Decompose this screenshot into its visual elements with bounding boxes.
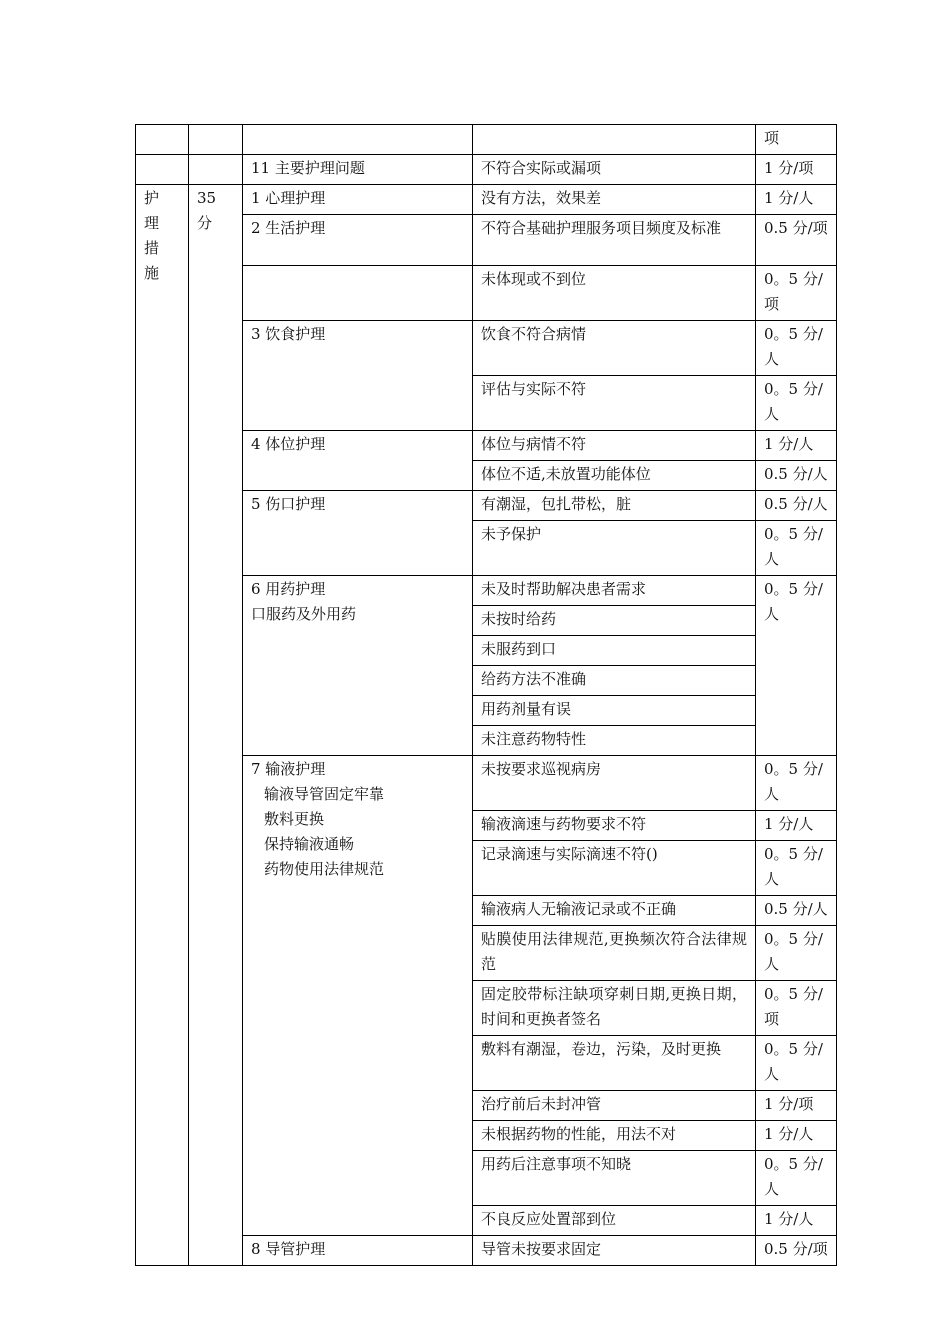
item-cell: 2 生活护理 — [243, 215, 473, 266]
deduction-cell: 0。5 分/项 — [756, 266, 837, 321]
deduction-cell: 0。5 分/人 — [756, 1036, 837, 1091]
deduction-cell: 1 分/人 — [756, 811, 837, 841]
criterion-cell: 固定胶带标注缺项穿刺日期,更换日期，时间和更换者签名 — [473, 981, 756, 1036]
criterion-cell: 未注意药物特性 — [473, 726, 756, 756]
criterion-cell-empty — [473, 125, 756, 155]
criterion-cell: 导管未按要求固定 — [473, 1236, 756, 1266]
item-subtitle: 药物使用法律规范 — [264, 860, 385, 878]
item-cell: 3 饮食护理 — [243, 321, 473, 431]
deduction-cell: 1 分/人 — [756, 1206, 837, 1236]
deduction-cell: 1 分/人 — [756, 1121, 837, 1151]
criterion-cell: 未服药到口 — [473, 636, 756, 666]
item-cell: 4 体位护理 — [243, 431, 473, 491]
deduction-cell: 0。5 分/人 — [756, 576, 837, 756]
item-cell: 8 导管护理 — [243, 1236, 473, 1266]
criterion-cell: 输液病人无输液记录或不正确 — [473, 896, 756, 926]
deduction-cell: 项 — [756, 125, 837, 155]
criterion-cell: 评估与实际不符 — [473, 376, 756, 431]
score-cell-empty — [189, 125, 243, 155]
criterion-cell: 不良反应处置部到位 — [473, 1206, 756, 1236]
section-name-cell — [136, 185, 189, 1266]
deduction-cell: 0.5 分/人 — [756, 491, 837, 521]
criterion-cell: 输液滴速与药物要求不符 — [473, 811, 756, 841]
criterion-cell: 给药方法不准确 — [473, 666, 756, 696]
deduction-cell: 1 分/项 — [756, 1091, 837, 1121]
nursing-evaluation-table — [135, 124, 837, 1266]
section-cell-empty — [136, 155, 189, 185]
item-cell: 11 主要护理问题 — [243, 155, 473, 185]
item-subtitle: 输液导管固定牢靠 — [264, 785, 385, 803]
criterion-cell: 体位与病情不符 — [473, 431, 756, 461]
table-row — [136, 125, 837, 155]
table-row — [136, 185, 837, 215]
criterion-cell: 未体现或不到位 — [473, 266, 756, 321]
criterion-cell: 贴膜使用法律规范,更换频次符合法律规范 — [473, 926, 756, 981]
deduction-cell: 0。5 分/人 — [756, 926, 837, 981]
section-cell-empty — [136, 125, 189, 155]
item-subtitle: 敷料更换 — [264, 810, 325, 828]
item-cell: 5 伤口护理 — [243, 491, 473, 576]
deduction-cell: 0.5 分/项 — [756, 1236, 837, 1266]
deduction-cell: 0。5 分/项 — [756, 981, 837, 1036]
criterion-cell: 不符合基础护理服务项目频度及标准 — [473, 215, 756, 266]
item-subtitle: 保持输液通畅 — [264, 835, 355, 853]
criterion-cell: 敷料有潮湿，卷边，污染，及时更换 — [473, 1036, 756, 1091]
criterion-cell: 用药剂量有误 — [473, 696, 756, 726]
table-row — [136, 155, 837, 185]
item-title: 6 用药护理 — [251, 580, 326, 598]
criterion-cell: 未及时帮助解决患者需求 — [473, 576, 756, 606]
item-cell: 1 心理护理 — [243, 185, 473, 215]
criterion-cell: 不符合实际或漏项 — [473, 155, 756, 185]
deduction-cell: 1 分/项 — [756, 155, 837, 185]
item-cell-empty — [243, 266, 473, 321]
criterion-cell: 用药后注意事项不知晓 — [473, 1151, 756, 1206]
item-cell — [243, 756, 473, 1236]
section-score-cell — [189, 185, 243, 1266]
criterion-cell: 未根据药物的性能，用法不对 — [473, 1121, 756, 1151]
criterion-cell: 治疗前后未封冲管 — [473, 1091, 756, 1121]
deduction-cell: 1 分/人 — [756, 431, 837, 461]
item-cell — [243, 576, 473, 756]
deduction-cell: 0.5 分/人 — [756, 896, 837, 926]
deduction-cell: 0。5 分/人 — [756, 841, 837, 896]
criterion-cell: 有潮湿，包扎带松，脏 — [473, 491, 756, 521]
deduction-cell: 0.5 分/人 — [756, 461, 837, 491]
criterion-cell: 饮食不符合病情 — [473, 321, 756, 376]
criterion-cell: 体位不适,未放置功能体位 — [473, 461, 756, 491]
section-name: 护理措施 — [144, 189, 160, 282]
deduction-cell: 0。5 分/人 — [756, 521, 837, 576]
deduction-cell: 0。5 分/人 — [756, 756, 837, 811]
deduction-cell: 0。5 分/人 — [756, 376, 837, 431]
deduction-cell: 1 分/人 — [756, 185, 837, 215]
deduction-cell: 0.5 分/项 — [756, 215, 837, 266]
criterion-cell: 未按时给药 — [473, 606, 756, 636]
section-score: 35 分 — [197, 189, 217, 232]
item-cell-empty — [243, 125, 473, 155]
score-cell-empty — [189, 155, 243, 185]
deduction-cell: 0。5 分/人 — [756, 321, 837, 376]
criterion-cell: 未予保护 — [473, 521, 756, 576]
criterion-cell: 记录滴速与实际滴速不符() — [473, 841, 756, 896]
criterion-cell: 没有方法，效果差 — [473, 185, 756, 215]
item-title: 7 输液护理 — [251, 760, 326, 778]
criterion-cell: 未按要求巡视病房 — [473, 756, 756, 811]
deduction-cell: 0。5 分/人 — [756, 1151, 837, 1206]
item-subtitle: 口服药及外用药 — [251, 605, 357, 623]
